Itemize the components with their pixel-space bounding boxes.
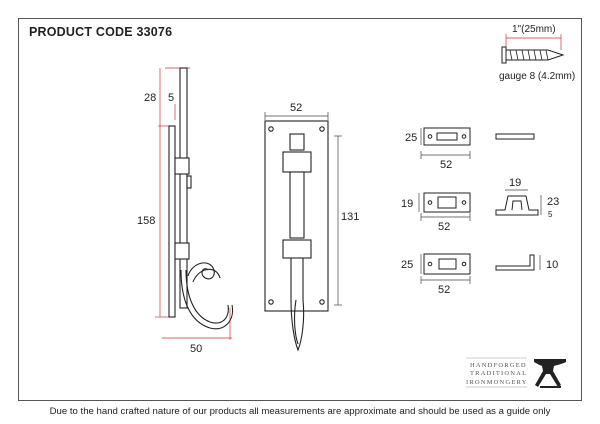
side-view xyxy=(155,68,233,340)
keep-1 xyxy=(421,128,534,159)
keep-2-width-dim: 52 xyxy=(438,221,451,233)
side-height-dim: 158 xyxy=(137,215,156,227)
brand-line-2: TRADITIONAL xyxy=(470,370,528,377)
keep-2-side-width-dim: 19 xyxy=(509,177,522,189)
keep-3-side-height-dim: 10 xyxy=(546,259,559,271)
side-width-dim: 50 xyxy=(190,343,203,355)
keep-3 xyxy=(421,254,540,284)
brand-logo xyxy=(466,358,566,388)
keep-3-height-dim: 25 xyxy=(401,259,414,271)
screw-length-dim: 1"(25mm) xyxy=(512,24,556,35)
keep-2 xyxy=(419,190,541,221)
side-offset-dim: 5 xyxy=(168,92,175,104)
keep-1-width-dim: 52 xyxy=(440,159,453,171)
anvil-icon xyxy=(534,359,566,388)
front-height-dim: 131 xyxy=(341,211,360,223)
product-code: PRODUCT CODE 33076 xyxy=(29,25,173,39)
front-view xyxy=(265,112,342,350)
brand-line-3: IRONMONGERY xyxy=(466,379,528,386)
side-top-dim: 28 xyxy=(144,92,157,104)
keep-2-height-dim: 19 xyxy=(401,198,414,210)
keep-1-height-dim: 25 xyxy=(405,132,418,144)
keep-2-side-height-dim: 23 xyxy=(547,196,560,208)
screw-gauge-dim: gauge 8 (4.2mm) xyxy=(499,71,576,82)
footer-disclaimer: Due to the hand crafted nature of our products all measurements are approximate and should be used as a guide only xyxy=(49,406,551,417)
screw-illustration xyxy=(502,34,563,63)
front-width-dim: 52 xyxy=(290,102,303,114)
keep-3-width-dim: 52 xyxy=(438,284,451,296)
keep-2-side-depth-dim: 5 xyxy=(548,210,553,219)
brand-line-1: HANDFORGED xyxy=(470,362,527,369)
